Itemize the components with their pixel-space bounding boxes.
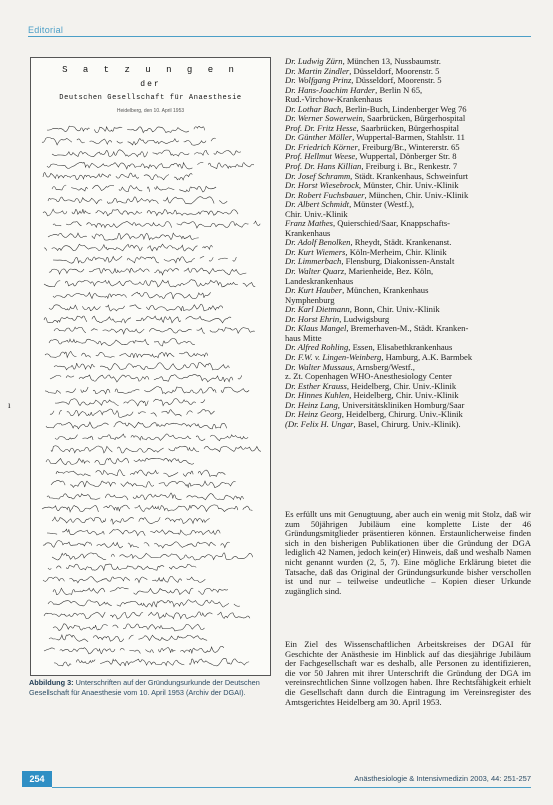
handwritten-signature — [44, 385, 252, 395]
bottom-divider — [52, 787, 531, 788]
member-affiliation: , Heidelberg, Chirurg. Univ.-Klinik — [341, 410, 463, 420]
handwritten-signature — [50, 479, 236, 489]
member-entry — [285, 401, 530, 411]
journal-citation: Anästhesiologie & Intensivmedizin 2003, 44: 251-257 — [354, 774, 531, 783]
member-affiliation: , Wuppertal-Barmen, Stahlstr. 11 — [352, 133, 465, 143]
handwritten-signature — [47, 562, 197, 572]
member-entry — [285, 229, 530, 239]
member-name: Dr. Robert Fuchsbauer — [285, 190, 365, 200]
member-name: Dr. Horst Ehrin — [285, 314, 340, 324]
document-heading: S a t z u n g e n — [62, 65, 239, 75]
handwritten-signature — [44, 349, 209, 359]
handwritten-signature — [42, 171, 196, 181]
member-entry — [285, 143, 530, 153]
member-entry — [285, 353, 530, 363]
section-label: Editorial — [28, 25, 64, 35]
member-affiliation: , Bonn, Chir. Univ.-Klinik — [349, 305, 440, 315]
handwritten-signature — [45, 456, 202, 466]
member-entry — [285, 267, 530, 277]
member-name: Dr. Wolfgang Prinz — [285, 76, 352, 86]
handwritten-signature — [55, 468, 227, 478]
handwritten-signature — [52, 254, 238, 264]
member-affiliation: , Bremerhaven-M., Städt. Kranken- — [346, 324, 469, 334]
figure-caption — [29, 678, 275, 698]
member-affiliation: , Marienheide, Bez. Köln, — [344, 267, 434, 277]
handwritten-signature — [51, 551, 255, 561]
member-affiliation: z. Zt. Copenhagen WHO-Anesthesiology Center — [285, 372, 452, 382]
handwritten-signature — [54, 432, 251, 442]
handwritten-signature — [51, 183, 219, 193]
member-affiliation: Landeskrankenhaus — [285, 276, 354, 286]
member-name: Prof. Dr. Fritz Hesse — [285, 123, 357, 133]
member-name: Dr. F.W. v. Lingen-Weinberg — [285, 352, 382, 362]
member-entry — [285, 133, 530, 143]
member-affiliation: Chir. Univ.-Klinik — [285, 209, 348, 219]
handwritten-signature — [47, 231, 205, 241]
handwritten-signature — [52, 622, 206, 632]
handwritten-signature — [47, 195, 230, 205]
member-name: Dr. Adolf Benolken — [285, 238, 351, 248]
member-name: Prof. Hellmut Weese — [285, 152, 356, 162]
member-name: Dr. Horst Wiesebrock — [285, 181, 359, 191]
member-name: Dr. Kurt Hauber — [285, 286, 343, 296]
body-paragraph-1: Es erfüllt uns mit Genugtuung, aber auch ein wenig mit Stolz, daß wir zum 50jährigen Jubiläum eine komplette Liste der 46 Gründungsmitglieder präsentieren können. Erstaunlicherweise finden sich in den bisherigen Publikationen über die Gründung der DGA lediglich 42 Namen, jedoch kein(er) Hinweis, daß und weshalb Namen nicht genannt wurden (2, 5, 7). Eine mögliche Erklärung bietet die Tatsache, daß das Original der Gründungsurkunde bisher verschollen ist und nur – teilweise undeutliche – Kopien dieser Urkunde zugänglich sind. — [285, 509, 531, 596]
member-affiliation: , München, Chir. Univ.-Klinik — [364, 190, 469, 200]
member-affiliation: , Münster, Chir. Univ.-Klinik — [358, 181, 459, 191]
member-entry — [285, 172, 530, 182]
handwritten-signature — [42, 574, 207, 584]
member-entry — [285, 238, 530, 248]
member-name: Dr. Ludwig Zürn — [285, 57, 343, 66]
handwritten-signature — [45, 420, 228, 430]
member-name: Dr. Hinnes Kuhlen — [285, 391, 350, 401]
member-name: Dr. Karl Dietmann — [285, 305, 350, 315]
member-affiliation: , Ludwigsburg — [339, 314, 390, 324]
document-society-name: Deutschen Gesellschaft für Anaesthesie — [59, 94, 242, 102]
member-name: Dr. Josef Schramm — [285, 171, 351, 181]
member-affiliation: , Basel, Chirurg. Univ.-Klinik). — [353, 419, 461, 429]
handwritten-signature — [46, 124, 211, 134]
member-name: Dr. Kurt Wiemers — [285, 247, 346, 257]
handwritten-signature — [46, 527, 221, 537]
member-entry — [285, 372, 530, 382]
handwritten-signature — [48, 337, 198, 347]
member-affiliation: , Quierschied/Saar, Knappschafts- — [332, 219, 451, 229]
member-name: Dr. Alfred Rohling — [285, 343, 349, 353]
signature-list — [41, 124, 263, 669]
document-date: Heidelberg, den 10. April 1953 — [116, 108, 185, 114]
member-entry — [285, 95, 530, 105]
member-entry — [285, 200, 530, 210]
handwritten-signature — [51, 148, 244, 158]
handwritten-signature — [43, 610, 251, 620]
handwritten-signature — [48, 302, 223, 312]
member-entry — [285, 191, 530, 201]
member-entry — [285, 296, 530, 306]
member-affiliation: , Münster (Westf.), — [349, 200, 415, 210]
handwritten-signature — [49, 408, 217, 418]
member-affiliation: , Freiburg i. Br., Renkestr. 7 — [361, 162, 458, 172]
handwritten-signature — [52, 586, 231, 596]
handwritten-signature — [52, 219, 263, 229]
member-affiliation: , Hamburg, A.K. Barmbek — [381, 352, 473, 362]
member-affiliation: , Freiburg/Br., Wintererstr. 65 — [357, 142, 460, 152]
member-name: Dr. Friedrich Körner — [285, 142, 358, 152]
member-affiliation: Rud.-Virchow-Krankenhaus — [285, 95, 383, 105]
handwritten-signature — [53, 325, 257, 335]
handwritten-signature — [42, 207, 239, 217]
member-affiliation: , Berlin-Buch, Lindenberger Weg 76 — [341, 104, 467, 114]
member-entry — [285, 324, 530, 334]
handwritten-signature — [50, 444, 261, 454]
member-affiliation: , Städt. Krankenhaus, Schweinfurt — [350, 171, 469, 181]
member-entry — [285, 382, 530, 392]
member-name: Dr. Günther Möller — [285, 133, 353, 143]
member-affiliation: , Saarbrücken, Bürgerhospital — [362, 114, 466, 124]
member-affiliation: , München 13, Nussbaumstr. — [342, 57, 441, 66]
handwritten-signature — [43, 242, 215, 252]
handwritten-signature — [46, 491, 246, 501]
member-entry — [285, 257, 530, 267]
member-name: Dr. Walter Mussaus — [285, 362, 353, 372]
member-name: Dr. Esther Krauss — [285, 381, 347, 391]
member-entry — [285, 420, 530, 430]
member-entry — [285, 343, 530, 353]
member-affiliation: , Rheydt, Städt. Krankenanst. — [350, 238, 452, 248]
caption-text: Unterschriften auf der Gründungsurkunde der Deutschen Gesellschaft für Anaesthesie vom 10. April 1953 (Archiv der DGAI). — [29, 678, 260, 697]
handwritten-signature — [47, 598, 240, 608]
member-affiliation: , Düsseldorf, Moorenstr. 5 — [351, 76, 442, 86]
member-affiliation: , Flensburg, Diakonissen-Anstalt — [341, 257, 455, 267]
member-affiliation: , Arnsberg/Westf., — [352, 362, 415, 372]
founding-members-list — [285, 57, 530, 429]
member-affiliation: , Heidelberg, Chir. Univ.-Klinik — [349, 391, 459, 401]
member-affiliation: , Saarbrücken, Bürgerhospital — [356, 123, 460, 133]
member-entry — [285, 114, 530, 124]
member-affiliation: haus Mitte — [285, 333, 322, 343]
member-entry — [285, 334, 530, 344]
member-name: Dr. Albert Schmidt — [285, 200, 350, 210]
member-entry — [285, 410, 530, 420]
member-entry — [285, 210, 530, 220]
handwritten-signature — [43, 645, 225, 655]
founding-document-figure — [30, 57, 271, 676]
handwritten-signature — [49, 373, 242, 383]
member-name: Dr. Limmerbach — [285, 257, 342, 267]
member-entry — [285, 67, 530, 77]
body-paragraph-2: Ein Ziel des Wissenschaftlichen Arbeitskreises der DGAI für Geschichte der Anästhesie im Hinblick auf das diesjährige Jubiläum der Fachgesellschaft war es deshalb, alle Personen zu identifizieren, die vor 50 Jahren mit ihrer Unterschrift die Gründung der DGA im vereinsrechtlichen Sinne vollzogen haben. Ihre Rechtsfähigkeit erhielt die Gesellschaft dann durch die Eintragung im Vereinsregister des Amtsgerichtes Heidelberg am 30. April 1953. — [285, 639, 531, 707]
handwritten-signature — [43, 278, 258, 288]
caption-label: Abbildung 3: — [29, 678, 74, 687]
member-name: Franz Mathes — [285, 219, 333, 229]
member-entry — [285, 162, 530, 172]
member-entry — [285, 219, 530, 229]
member-name: Dr. Hans-Joachim Harder — [285, 85, 376, 95]
member-entry — [285, 315, 530, 325]
member-affiliation: Krankenhaus — [285, 228, 331, 238]
member-entry — [285, 363, 530, 373]
member-entry — [285, 248, 530, 258]
handwritten-signature — [41, 136, 220, 146]
member-entry — [285, 391, 530, 401]
handwritten-signature — [43, 314, 233, 324]
member-name: Dr. Werner Sowerwein — [285, 114, 363, 124]
top-divider — [28, 36, 531, 37]
handwritten-signature — [53, 361, 232, 371]
handwritten-signature — [53, 657, 250, 667]
member-affiliation: Nymphenburg — [285, 295, 335, 305]
member-name: (Dr. Felix H. Ungar — [285, 419, 354, 429]
member-affiliation: , Heidelberg, Chir. Univ.-Klinik — [346, 381, 457, 391]
member-affiliation: , Essen, Elisabethkrankenhaus — [348, 343, 453, 353]
member-entry — [285, 76, 530, 86]
member-affiliation: , Wuppertal, Dönberger Str. 8 — [355, 152, 457, 162]
handwritten-signature — [48, 633, 216, 643]
member-entry — [285, 105, 530, 115]
handwritten-signature — [54, 397, 208, 407]
handwritten-signature — [52, 290, 213, 300]
member-name: Dr. Klaus Mangel — [285, 324, 347, 334]
member-entry — [285, 286, 530, 296]
member-name: Dr. Heinz Georg — [285, 410, 342, 420]
member-entry — [285, 57, 530, 67]
member-affiliation: , München, Krankenhaus — [342, 286, 429, 296]
member-affiliation: , Berlin N 65, — [375, 85, 423, 95]
member-entry — [285, 277, 530, 287]
member-name: Prof. Dr. Hans Killian — [285, 162, 362, 172]
member-entry — [285, 86, 530, 96]
member-affiliation: , Universitätskliniken Homburg/Saar — [337, 400, 465, 410]
handwritten-signature — [51, 515, 212, 525]
member-name: Dr. Heinz Lang — [285, 400, 338, 410]
member-entry — [285, 124, 530, 134]
member-entry — [285, 152, 530, 162]
member-affiliation: , Köln-Merheim, Chir. Klinik — [345, 247, 447, 257]
handwritten-signature — [48, 266, 249, 276]
page-number: 254 — [22, 771, 52, 787]
handwritten-signature — [46, 160, 254, 170]
margin-mark: ı — [8, 400, 11, 410]
member-name: Dr. Lothar Bach — [285, 104, 342, 114]
handwritten-signature — [41, 503, 256, 513]
member-entry — [285, 305, 530, 315]
document-subheading: der — [140, 80, 161, 89]
handwritten-signature — [42, 539, 232, 549]
member-affiliation: , Düsseldorf, Moorenstr. 5 — [349, 66, 440, 76]
member-name: Dr. Martin Zindler — [285, 66, 350, 76]
member-entry — [285, 181, 530, 191]
member-name: Dr. Walter Quarz — [285, 267, 345, 277]
